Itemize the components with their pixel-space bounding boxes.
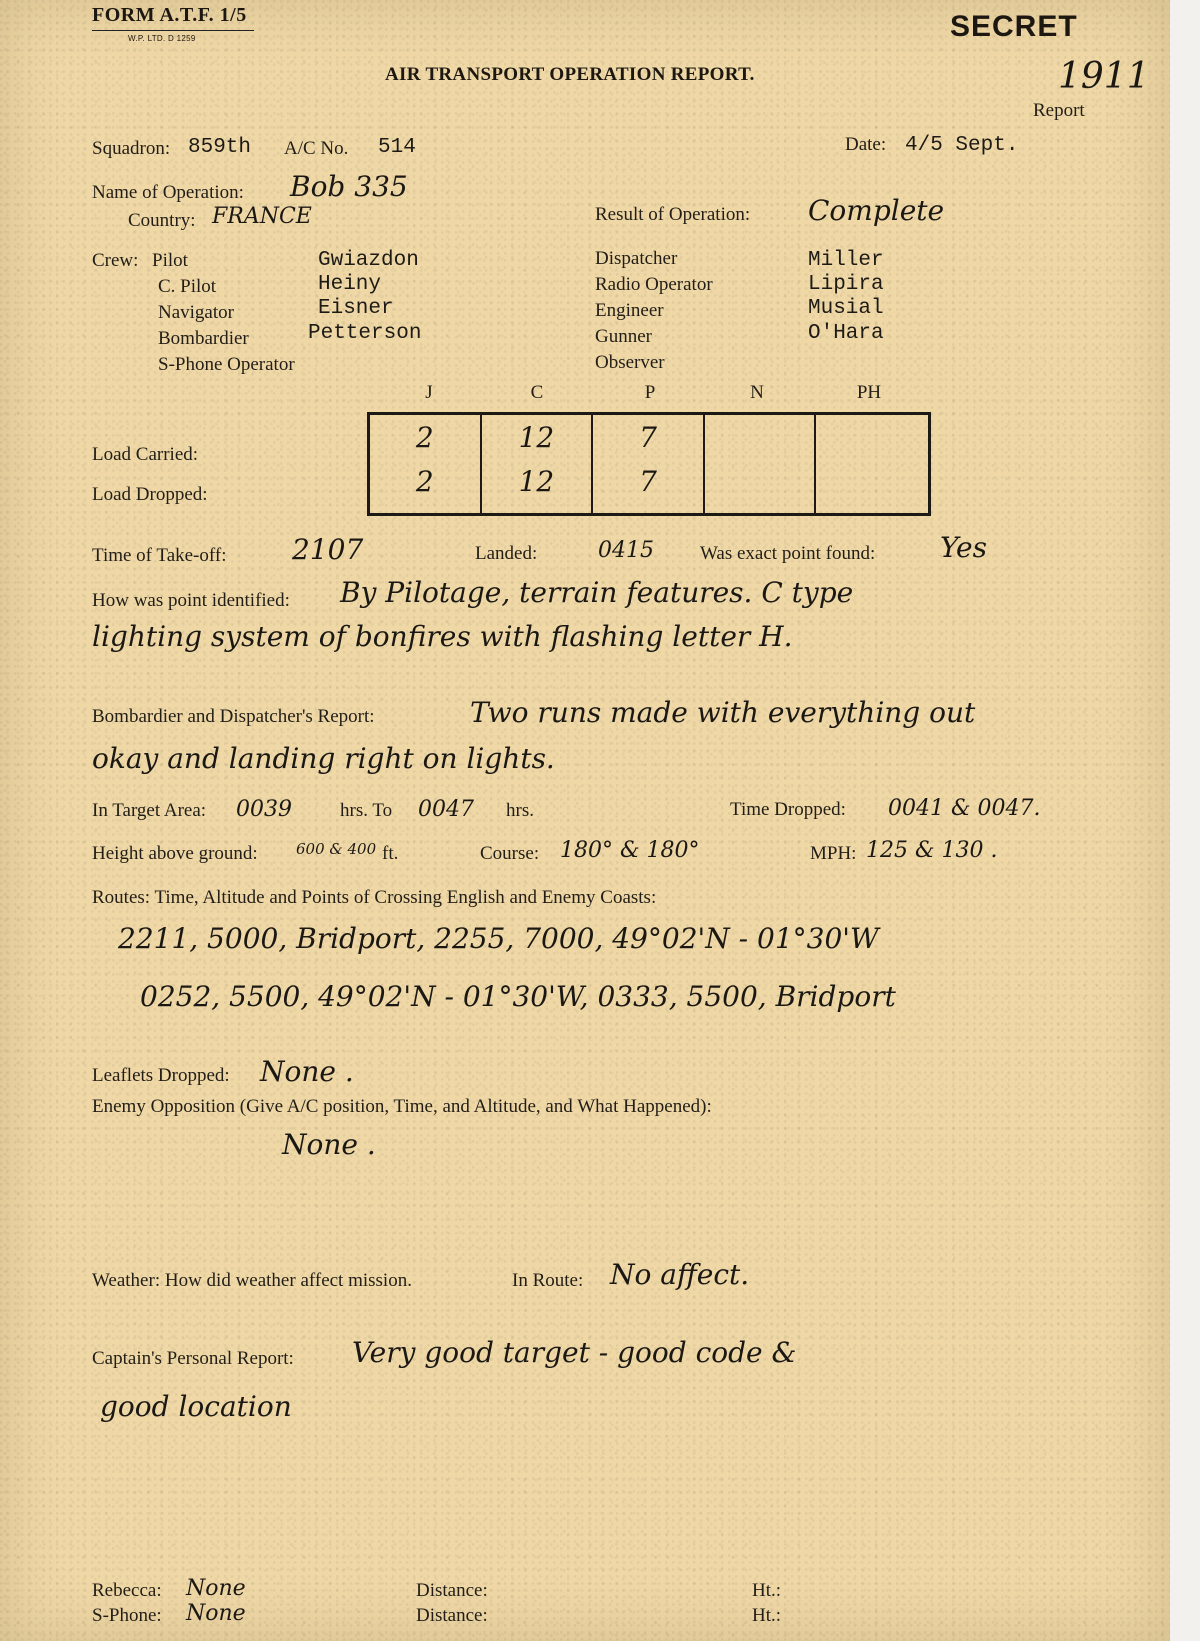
captain-report-line1: Very good target - good code & bbox=[352, 1336, 797, 1369]
routes-line1: 2211, 5000, Bridport, 2255, 7000, 49°02'N - 01°30'W bbox=[118, 922, 879, 955]
crew-role: Radio Operator bbox=[595, 274, 713, 295]
crew-role: S-Phone Operator bbox=[158, 354, 295, 375]
crew-role: Bombardier bbox=[158, 328, 249, 349]
crew-name: Gwiazdon bbox=[318, 249, 419, 272]
load-table bbox=[367, 412, 931, 516]
target-to-label: hrs. To bbox=[340, 800, 393, 821]
bombardier-report-line2: okay and landing right on lights. bbox=[92, 742, 555, 775]
captain-report-line2: good location bbox=[100, 1390, 292, 1423]
landed-value: 0415 bbox=[598, 538, 654, 563]
routes-label: Routes: Time, Altitude and Points of Crossing English and Enemy Coasts: bbox=[92, 887, 657, 908]
bombardier-report-line1: Two runs made with everything out bbox=[470, 696, 976, 729]
identification-line2: lighting system of bonfires with flashing letter H. bbox=[92, 620, 793, 653]
crew-name: Miller bbox=[808, 249, 884, 272]
weather-label: Weather: How did weather affect mission. bbox=[92, 1270, 412, 1291]
load-carried-value: 7 bbox=[639, 421, 657, 454]
target-from: 0039 bbox=[236, 797, 292, 822]
result-value: Complete bbox=[808, 194, 945, 227]
sphone-value: None bbox=[186, 1601, 246, 1626]
distance-label: Distance: bbox=[416, 1605, 488, 1626]
country-label: Country: bbox=[128, 210, 196, 231]
date-value: 4/5 Sept. bbox=[905, 134, 1019, 157]
mph-value: 125 & 130 . bbox=[866, 838, 998, 863]
sphone-label: S-Phone: bbox=[92, 1605, 162, 1626]
height-label: Height above ground: bbox=[92, 843, 258, 864]
load-cell-ph bbox=[816, 415, 928, 513]
load-cell-n bbox=[705, 415, 817, 513]
report-number: 1911 bbox=[1058, 56, 1150, 97]
crew-role: Engineer bbox=[595, 300, 664, 321]
printer-mark: W.P. LTD. D 1259 bbox=[128, 34, 196, 43]
date-label: Date: bbox=[845, 134, 887, 155]
ht-label: Ht.: bbox=[752, 1580, 782, 1601]
ht-label: Ht.: bbox=[752, 1605, 782, 1626]
opposition-value: None . bbox=[282, 1128, 376, 1161]
mph-label: MPH: bbox=[810, 843, 857, 864]
course-label: Course: bbox=[480, 843, 540, 864]
load-carried-label: Load Carried: bbox=[92, 444, 199, 465]
page-title: AIR TRANSPORT OPERATION REPORT. bbox=[385, 64, 755, 85]
weather-in-route-label: In Route: bbox=[512, 1270, 584, 1291]
aircraft-value: 514 bbox=[378, 136, 416, 159]
time-dropped-label: Time Dropped: bbox=[730, 799, 846, 820]
routes-line2: 0252, 5500, 49°02'N - 01°30'W, 0333, 5500, Bridport bbox=[140, 980, 896, 1013]
height-unit: ft. bbox=[382, 843, 399, 864]
crew-name: Musial bbox=[808, 297, 884, 320]
leaflets-value: None . bbox=[260, 1055, 354, 1088]
crew-name: O'Hara bbox=[808, 322, 884, 345]
load-cell-c bbox=[482, 415, 594, 513]
identification-label: How was point identified: bbox=[92, 590, 290, 611]
target-area-label: In Target Area: bbox=[92, 800, 207, 821]
rebecca-label: Rebecca: bbox=[92, 1580, 162, 1601]
country-value: FRANCE bbox=[212, 204, 312, 229]
load-column-header: N bbox=[750, 382, 764, 403]
load-carried-value: 2 bbox=[415, 421, 434, 454]
crew-name: Eisner bbox=[318, 297, 394, 320]
load-carried-value: 12 bbox=[518, 421, 555, 454]
height-value: 600 & 400 bbox=[296, 840, 377, 858]
load-dropped-value: 7 bbox=[639, 465, 657, 498]
crew-role: Gunner bbox=[595, 326, 652, 347]
landed-label: Landed: bbox=[475, 543, 538, 564]
takeoff-label: Time of Take-off: bbox=[92, 545, 227, 566]
operation-label: Name of Operation: bbox=[92, 182, 244, 203]
load-column-header: P bbox=[644, 382, 656, 403]
aircraft-label: A/C No. bbox=[284, 138, 349, 159]
squadron-label: Squadron: bbox=[92, 138, 171, 159]
report-label: Report bbox=[1033, 100, 1085, 121]
crew-role: Observer bbox=[595, 352, 665, 373]
rebecca-value: None bbox=[186, 1576, 246, 1601]
squadron-value: 859th bbox=[188, 136, 252, 159]
classification-stamp: SECRET bbox=[950, 10, 1078, 43]
crew-name: Petterson bbox=[308, 322, 422, 345]
form-id: FORM A.T.F. 1/5 bbox=[92, 4, 247, 26]
point-found-label: Was exact point found: bbox=[700, 543, 876, 564]
load-column-header: PH bbox=[856, 382, 882, 403]
crew-role: Dispatcher bbox=[595, 248, 678, 269]
point-found-value: Yes bbox=[940, 531, 987, 564]
load-column-header: J bbox=[425, 382, 433, 403]
leaflets-label: Leaflets Dropped: bbox=[92, 1065, 230, 1086]
time-dropped-value: 0041 & 0047. bbox=[888, 796, 1041, 821]
load-column-header: C bbox=[530, 382, 544, 403]
distance-label: Distance: bbox=[416, 1580, 488, 1601]
result-label: Result of Operation: bbox=[595, 204, 751, 225]
crew-name: Heiny bbox=[318, 273, 382, 296]
crew-role: C. Pilot bbox=[158, 276, 217, 297]
crew-role: Pilot bbox=[152, 250, 188, 271]
load-dropped-value: 12 bbox=[518, 465, 555, 498]
target-hrs-label: hrs. bbox=[506, 800, 534, 821]
weather-in-route-value: No affect. bbox=[610, 1258, 750, 1291]
load-dropped-value: 2 bbox=[415, 465, 434, 498]
load-dropped-label: Load Dropped: bbox=[92, 484, 208, 505]
bombardier-report-label: Bombardier and Dispatcher's Report: bbox=[92, 706, 375, 727]
crew-label: Crew: bbox=[92, 250, 139, 271]
load-cell-p bbox=[593, 415, 705, 513]
crew-role: Navigator bbox=[158, 302, 234, 323]
captain-report-label: Captain's Personal Report: bbox=[92, 1348, 294, 1369]
course-value: 180° & 180° bbox=[560, 838, 700, 863]
opposition-label: Enemy Opposition (Give A/C position, Time, and Altitude, and What Happened): bbox=[92, 1096, 712, 1117]
takeoff-value: 2107 bbox=[292, 533, 364, 566]
operation-value: Bob 335 bbox=[290, 170, 408, 203]
load-cell-j bbox=[370, 415, 482, 513]
target-to: 0047 bbox=[418, 797, 474, 822]
form-id-underline bbox=[92, 30, 254, 31]
identification-line1: By Pilotage, terrain features. C type bbox=[340, 576, 854, 609]
crew-name: Lipira bbox=[808, 273, 884, 296]
